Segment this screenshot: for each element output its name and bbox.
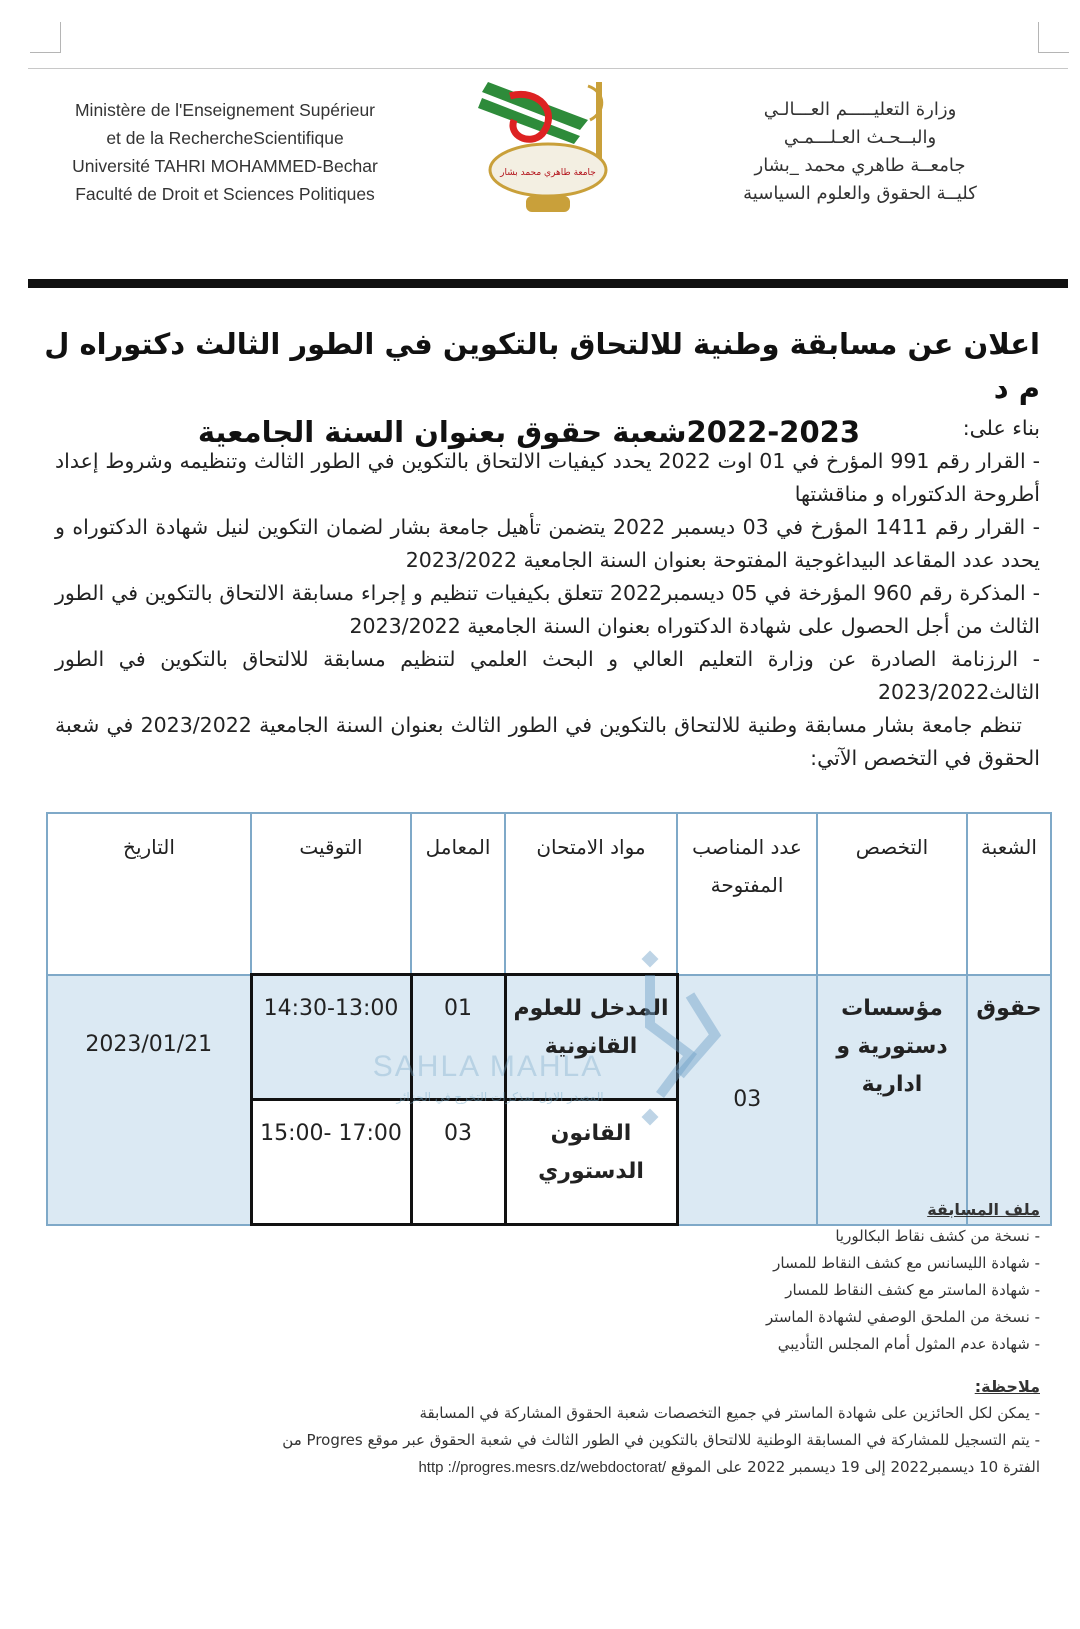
- exam-schedule-table: [46, 812, 1052, 1226]
- header-branch: الشعبة: [967, 813, 1051, 975]
- body-paragraph: - القرار رقم 991 المؤرخ في 01 اوت 2022 يحدد كيفيات الالتحاق بالتكوين في الطور الثالث وتنظيمه وشروط إعداد أطروحة الدكتوراه و مناقشتها: [55, 449, 1040, 506]
- title-line-2: 2022-2023شعبة حقوق بعنوان السنة الجامعية: [197, 415, 860, 449]
- cell-branch: حقوق: [967, 975, 1051, 1225]
- body-intro: بناء على:: [962, 416, 1040, 440]
- arabic-header-line: والبــحـث العـلـــمـي: [783, 127, 937, 148]
- table-header-row: [47, 813, 1051, 975]
- watermark-tagline: المصدر الاول لمذكرات التخرج في الجزائر: [396, 1090, 604, 1104]
- cell-coefficient: 03: [411, 1100, 505, 1225]
- dossier-item: - نسخة من كشف نقاط البكالوريا: [835, 1227, 1040, 1245]
- body-paragraph: - المذكرة رقم 960 المؤرخة في 05 ديسمبر2022 تتعلق بكيفيات تنظيم و إجراء مسابقة الالتحاق بالتكوين في الطور الثالث من أجل الحصول على شهادة الدكتوراه بعنوان السنة الجامعية 2023/2022: [55, 581, 1040, 638]
- header-subjects: مواد الامتحان: [505, 813, 677, 975]
- crop-mark-top-left: [30, 22, 61, 53]
- notes-section: [60, 1373, 1040, 1481]
- arabic-header-line: كليــة الحقوق والعلوم السياسية: [743, 183, 977, 204]
- header-timing: التوقيت: [251, 813, 411, 975]
- dossier-item: - شهادة الليسانس مع كشف النقاط للمسار: [773, 1254, 1040, 1272]
- french-header-line: Université TAHRI MOHAMMED-Bechar: [72, 156, 378, 176]
- header-specialty: التخصص: [817, 813, 967, 975]
- university-logo: [468, 72, 628, 222]
- body-paragraph: - الرزنامة الصادرة عن وزارة التعليم العالي و البحث العلمي لتنظيم مسابقة للالتحاق بالتكوين في الطور الثالث2023/2022: [55, 647, 1040, 704]
- note-item-period: [60, 1454, 1040, 1481]
- cell-subject: القانون الدستوري: [505, 1100, 677, 1225]
- body-paragraph: - القرار رقم 1411 المؤرخ في 03 ديسمبر 2022 يتضمن تأهيل جامعة بشار لضمان التكوين لنيل شهادة الدكتوراه و يحدد عدد المقاعد البيداغوجية المفتوحة بعنوان السنة الجامعية 2023/2022: [55, 515, 1040, 572]
- arabic-header-line: وزارة التعليـــــم العـــالـي: [763, 99, 957, 120]
- dossier-title: ملف المسابقة: [927, 1200, 1040, 1219]
- cell-coefficient: 01: [411, 975, 505, 1100]
- french-header-line: Faculté de Droit et Sciences Politiques: [75, 184, 375, 204]
- cell-timing: 15:00- 17:00: [251, 1100, 411, 1225]
- cell-positions: 03: [677, 975, 817, 1225]
- french-header: [30, 96, 420, 208]
- cell-date: 2023/01/21: [47, 975, 251, 1225]
- note-item: - يتم التسجيل للمشاركة في المسابقة الوطنية للالتحاق بالتكوين في الطور الثالث في شعبة الحقوق عبر موقع Progres من: [282, 1431, 1040, 1449]
- logo-text: جامعة طاهري محمد بشار: [500, 168, 596, 178]
- arabic-header-line: جامعــة طاهري محمد _بشار: [754, 155, 966, 176]
- header-coefficient: المعامل: [411, 813, 505, 975]
- watermark-brand: SAHLA MAHLA: [372, 1050, 604, 1083]
- dossier-item: - شهادة عدم المثول أمام المجلس التأديبي: [777, 1335, 1040, 1353]
- header-positions: عدد المناصب المفتوحة: [677, 813, 817, 975]
- cell-timing: 14:30-13:00: [251, 975, 411, 1100]
- french-header-line: et de la RechercheScientifique: [106, 128, 344, 148]
- dossier-item: - شهادة الماستر مع كشف النقاط للمسار: [785, 1281, 1040, 1299]
- registration-url-link[interactable]: http ://progres.mesrs.dz/webdoctorat/: [418, 1459, 667, 1476]
- notes-title: ملاحظة:: [974, 1377, 1040, 1396]
- french-header-line: Ministère de l'Enseignement Supérieur: [74, 100, 376, 120]
- dossier-item: - نسخة من الملحق الوصفي لشهادة الماستر: [766, 1308, 1040, 1326]
- watermark-emblem-icon: [620, 935, 730, 1145]
- crop-mark-top-right: [1038, 22, 1069, 53]
- application-dossier: [650, 1196, 1040, 1358]
- note-period-text: الفترة 10 ديسمبر2022 إلى 19 ديسمبر 2022 على الموقع: [670, 1458, 1040, 1476]
- arabic-header: [700, 96, 1020, 208]
- cell-specialty: مؤسسات دستورية و ادارية: [817, 975, 967, 1225]
- header-divider: [28, 279, 1068, 288]
- header-date: التاريخ: [47, 813, 251, 975]
- header-top-rule: [28, 68, 1068, 69]
- announcement-body: [55, 412, 1040, 775]
- cell-subject: المدخل للعلوم القانونية: [505, 975, 677, 1100]
- note-item: - يمكن لكل الحائزين على شهادة الماستر في جميع التخصصات شعبة الحقوق المشاركة في المسابقة: [419, 1404, 1040, 1422]
- title-line-1: اعلان عن مسابقة وطنية للالتحاق بالتكوين في الطور الثالث دكتوراه ل م د: [44, 327, 1040, 405]
- body-paragraph: تنظم جامعة بشار مسابقة وطنية للالتحاق بالتكوين في الطور الثالث بعنوان السنة الجامعية 2023/2022 في شعبة الحقوق في التخصص الآتي:: [55, 713, 1040, 770]
